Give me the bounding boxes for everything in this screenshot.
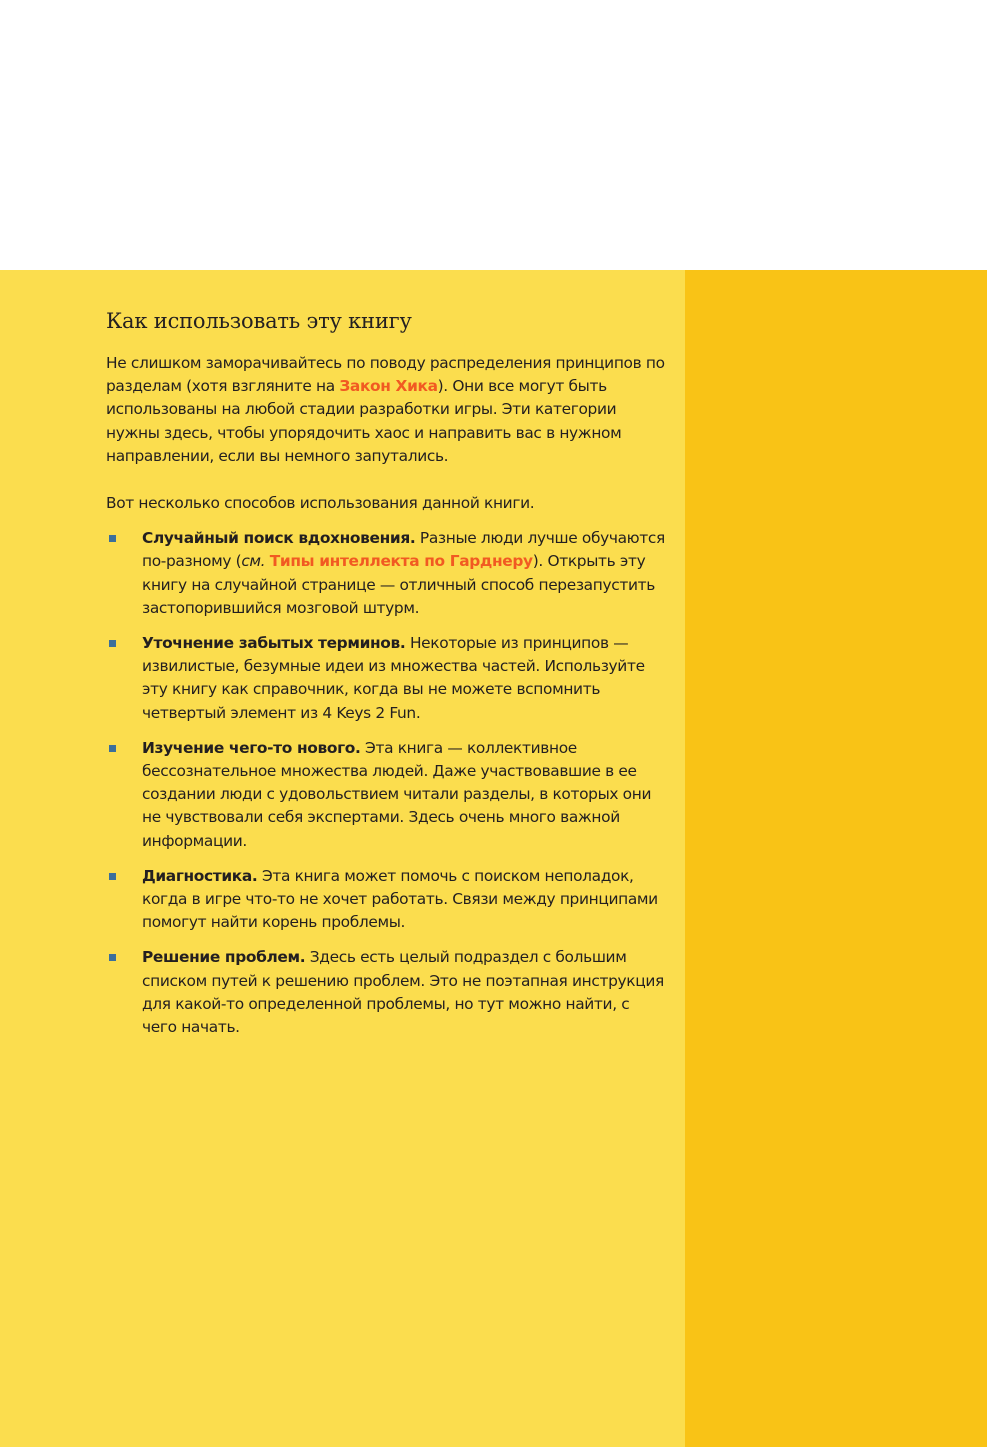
gardner-link[interactable]: Типы интеллекта по Гарднеру <box>269 552 533 571</box>
bullet-text: Некоторые из принципов — извилистые, безумные идеи из множества частей. Используйте эту книгу как справочник, когда вы не можете вспомнить четвертый элемент из 4 Keys 2 Fun. <box>142 634 645 722</box>
bullet-term: Решение проблем. <box>142 948 306 967</box>
square-bullet-icon <box>109 535 116 542</box>
intro-paragraph <box>106 352 668 468</box>
bullet-text: Эта книга — коллективное бессознательное множества людей. Даже участвовавшие в ее создании люди с удовольствием читали разделы, в которых они не чувствовали себя экспертами. Здесь очень много важной информации. <box>142 738 652 850</box>
bullet-term: Диагностика. <box>142 866 258 885</box>
list-item <box>106 527 668 620</box>
square-bullet-icon <box>109 640 116 647</box>
intro-text-2: ). Они все могут быть использованы на любой стадии разработки игры. Эти категории нужны здесь, чтобы упорядочить хаос и направить вас в нужном направлении, если вы немного запутались. <box>106 377 622 465</box>
bullet-text-2: ). Открыть эту книгу на случайной странице — отличный способ перезапустить застопорившийся мозговой штурм. <box>142 552 655 617</box>
list-item <box>106 737 668 853</box>
see-abbrev: см. <box>241 552 266 571</box>
square-bullet-icon <box>109 745 116 752</box>
list-item <box>106 946 668 1039</box>
top-margin <box>0 0 987 270</box>
list-item <box>106 865 668 935</box>
bullet-term: Уточнение забытых терминов. <box>142 634 406 653</box>
side-panel <box>685 270 987 1447</box>
lead-paragraph: Вот несколько способов использования данной книги. <box>106 494 535 513</box>
bullet-term: Изучение чего-то нового. <box>142 738 361 757</box>
usage-list <box>106 527 668 1039</box>
square-bullet-icon <box>109 954 116 961</box>
bullet-term: Случайный поиск вдохновения. <box>142 529 416 548</box>
intro-text-1: Не слишком заморачивайтесь по поводу распределения принципов по разделам (хотя взгляните на <box>106 354 665 396</box>
bullet-text: Эта книга может помочь с поиском неполадок, когда в игре что-то не хочет работать. Связи между принципами помогут найти корень проблемы. <box>142 866 658 932</box>
square-bullet-icon <box>109 873 116 880</box>
section-title: Как использовать эту книгу <box>106 309 412 333</box>
bullet-text-1: Разные люди лучше обучаются по-разному ( <box>142 529 665 571</box>
list-item <box>106 632 668 725</box>
content-block <box>106 306 668 1051</box>
hick-law-link[interactable]: Закон Хика <box>339 377 438 396</box>
bullet-text: Здесь есть целый подраздел с большим списком путей к решению проблем. Это не поэтапная инструкция для какой-то определенной проблемы, но тут можно найти, с чего начать. <box>142 948 664 1037</box>
